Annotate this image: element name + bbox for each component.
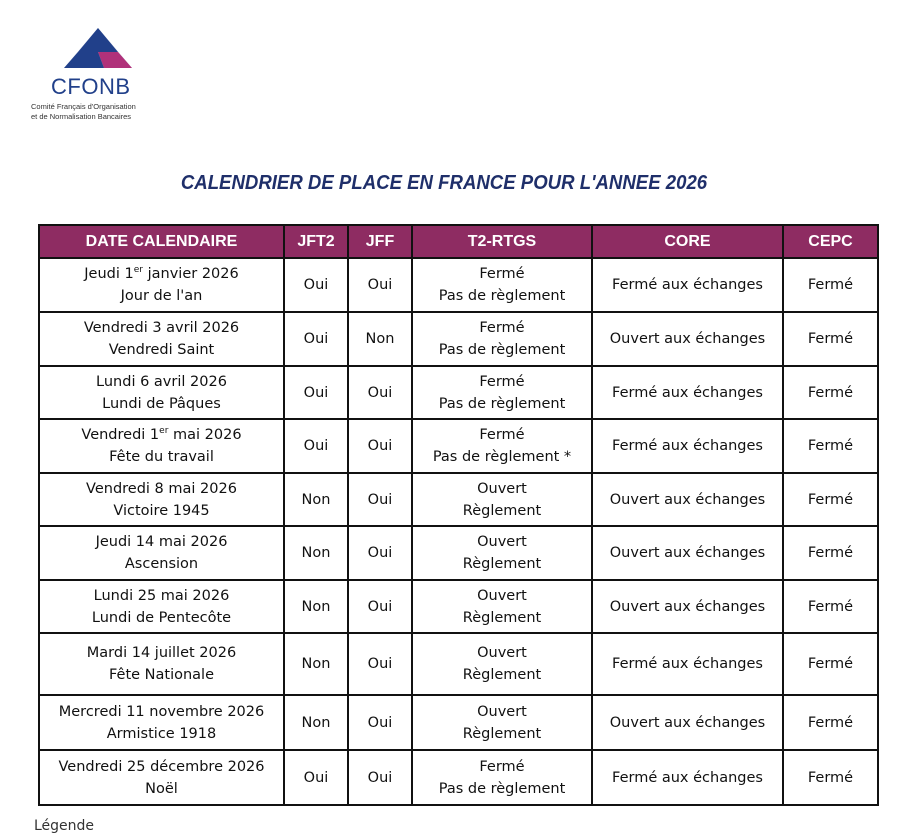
table-row xyxy=(39,580,878,633)
core-cell: Ouvert aux échanges xyxy=(592,312,783,366)
t2-status: Fermé xyxy=(479,427,525,443)
date-cell xyxy=(39,312,284,366)
t2-rtgs-cell xyxy=(412,633,592,695)
t2-rtgs-cell xyxy=(412,419,592,473)
column-header-jft2: JFT2 xyxy=(284,225,348,258)
t2-status: Fermé xyxy=(479,373,525,390)
table-row xyxy=(39,258,878,312)
date-cell xyxy=(39,580,284,633)
calendar-date xyxy=(40,756,283,778)
jft2-cell: Oui xyxy=(284,258,348,312)
t2-settlement: Règlement xyxy=(462,502,542,519)
t2-status: Ouvert xyxy=(477,645,527,661)
t2-settlement: Règlement xyxy=(462,667,542,683)
table-row xyxy=(39,526,878,580)
calendar-date-main: Lundi 25 mai 2026 xyxy=(93,587,230,604)
holiday-name: Jour de l'an xyxy=(120,288,203,304)
core-cell: Ouvert aux échanges xyxy=(592,695,783,750)
jff-cell: Oui xyxy=(348,473,412,526)
core-cell: Ouvert aux échanges xyxy=(592,580,783,633)
holiday-name: Vendredi Saint xyxy=(108,342,215,358)
t2-status: Ouvert xyxy=(477,534,527,550)
holiday-name: Fête du travail xyxy=(109,449,214,465)
jft2-cell: Non xyxy=(284,580,348,633)
calendar-date xyxy=(40,263,283,285)
table-row xyxy=(39,366,878,419)
t2-rtgs-cell xyxy=(412,473,592,526)
calendar-date-main: Vendredi 3 avril 2026 xyxy=(83,320,240,336)
core-cell: Fermé aux échanges xyxy=(592,419,783,473)
jft2-cell: Non xyxy=(284,526,348,580)
calendar-date-main: Lundi 6 avril 2026 xyxy=(96,373,227,390)
t2-status: Ouvert xyxy=(477,703,527,720)
date-cell xyxy=(39,419,284,473)
calendar-date xyxy=(40,701,283,723)
jff-cell: Oui xyxy=(348,419,412,473)
column-header-date: DATE CALENDAIRE xyxy=(39,225,284,258)
calendar-date-main: Vendredi 1 xyxy=(81,427,160,443)
t2-status: Ouvert xyxy=(477,480,527,497)
core-cell: Ouvert aux échanges xyxy=(592,473,783,526)
core-cell: Fermé aux échanges xyxy=(592,258,783,312)
calendar-date-main: Vendredi 25 décembre 2026 xyxy=(58,758,265,775)
t2-settlement: Pas de règlement xyxy=(438,780,566,797)
core-cell: Fermé aux échanges xyxy=(592,750,783,805)
jft2-cell: Oui xyxy=(284,419,348,473)
t2-settlement: Règlement xyxy=(462,725,542,742)
cepc-cell: Fermé xyxy=(783,312,878,366)
jff-cell: Oui xyxy=(348,695,412,750)
column-header-jff: JFF xyxy=(348,225,412,258)
calendar-date-main: Jeudi 1 xyxy=(84,266,134,282)
calendar-date xyxy=(40,317,283,339)
calendar-date-main: Mercredi 11 novembre 2026 xyxy=(58,703,265,720)
calendar-date-main: Vendredi 8 mai 2026 xyxy=(86,480,237,497)
t2-rtgs-cell xyxy=(412,695,592,750)
jft2-cell: Oui xyxy=(284,366,348,419)
holiday-name: Lundi de Pentecôte xyxy=(91,609,232,626)
core-cell: Fermé aux échanges xyxy=(592,366,783,419)
date-cell xyxy=(39,695,284,750)
t2-rtgs-cell xyxy=(412,580,592,633)
holiday-name: Fête Nationale xyxy=(108,667,215,683)
core-cell: Fermé aux échanges xyxy=(592,633,783,695)
t2-settlement: Pas de règlement * xyxy=(432,449,572,465)
jff-cell: Oui xyxy=(348,750,412,805)
date-cell xyxy=(39,366,284,419)
jff-cell: Oui xyxy=(348,633,412,695)
calendar-date-main: Mardi 14 juillet 2026 xyxy=(86,645,237,661)
holiday-name: Lundi de Pâques xyxy=(102,395,221,412)
cfonb-triangle-logo-icon xyxy=(58,28,138,74)
column-header-t2-rtgs: T2-RTGS xyxy=(412,225,592,258)
jff-cell: Oui xyxy=(348,580,412,633)
document-title: CALENDRIER DE PLACE EN FRANCE POUR L'ANNEE 2026 xyxy=(180,172,708,194)
cepc-cell: Fermé xyxy=(783,366,878,419)
jft2-cell: Non xyxy=(284,633,348,695)
date-cell xyxy=(39,258,284,312)
calendar-date xyxy=(40,642,283,664)
t2-settlement: Pas de règlement xyxy=(438,342,566,358)
holiday-name: Victoire 1945 xyxy=(113,502,210,519)
t2-status: Fermé xyxy=(479,266,525,282)
calendar-date xyxy=(40,585,283,607)
column-header-core: CORE xyxy=(592,225,783,258)
holiday-name: Ascension xyxy=(124,556,199,572)
cepc-cell: Fermé xyxy=(783,695,878,750)
t2-status: Fermé xyxy=(479,320,525,336)
table-row xyxy=(39,473,878,526)
cepc-cell: Fermé xyxy=(783,473,878,526)
holiday-name: Armistice 1918 xyxy=(106,725,217,742)
calendar-date-rest: mai 2026 xyxy=(168,427,242,443)
t2-rtgs-cell xyxy=(412,750,592,805)
t2-rtgs-cell xyxy=(412,258,592,312)
table-body xyxy=(39,258,878,805)
legend-label-cut: Légende xyxy=(34,818,95,834)
holiday-calendar-table xyxy=(38,224,879,806)
t2-status: Fermé xyxy=(479,758,525,775)
cfonb-logo xyxy=(28,28,188,124)
jft2-cell: Oui xyxy=(284,750,348,805)
date-cell xyxy=(39,473,284,526)
cepc-cell: Fermé xyxy=(783,526,878,580)
calendar-date xyxy=(40,371,283,393)
logo-name: CFONB xyxy=(51,74,131,99)
calendar-date-ordinal: er xyxy=(159,426,169,437)
column-header-cepc: CEPC xyxy=(783,225,878,258)
date-cell xyxy=(39,750,284,805)
logo-subtitle-line1: Comité Français d'Organisation xyxy=(31,102,136,111)
jff-cell: Oui xyxy=(348,366,412,419)
table-row xyxy=(39,633,878,695)
t2-settlement: Pas de règlement xyxy=(438,395,566,412)
t2-settlement: Pas de règlement xyxy=(438,288,566,304)
table-row xyxy=(39,750,878,805)
t2-status: Ouvert xyxy=(477,587,527,604)
calendar-date xyxy=(40,424,283,446)
table-row xyxy=(39,695,878,750)
logo-subtitle xyxy=(31,102,191,122)
jff-cell: Oui xyxy=(348,526,412,580)
holiday-name: Noël xyxy=(145,780,178,797)
t2-rtgs-cell xyxy=(412,526,592,580)
calendar-date xyxy=(40,478,283,500)
calendar-date-rest: janvier 2026 xyxy=(143,266,239,282)
cepc-cell: Fermé xyxy=(783,750,878,805)
calendar-date-main: Jeudi 14 mai 2026 xyxy=(95,534,228,550)
jft2-cell: Non xyxy=(284,473,348,526)
core-cell: Ouvert aux échanges xyxy=(592,526,783,580)
jff-cell: Non xyxy=(348,312,412,366)
t2-rtgs-cell xyxy=(412,312,592,366)
calendar-date-ordinal: er xyxy=(133,265,143,276)
table-header-row xyxy=(39,225,878,258)
cepc-cell: Fermé xyxy=(783,633,878,695)
jff-cell: Oui xyxy=(348,258,412,312)
jft2-cell: Oui xyxy=(284,312,348,366)
t2-rtgs-cell xyxy=(412,366,592,419)
table-row xyxy=(39,312,878,366)
table-row xyxy=(39,419,878,473)
t2-settlement: Règlement xyxy=(462,609,542,626)
cepc-cell: Fermé xyxy=(783,258,878,312)
jft2-cell: Non xyxy=(284,695,348,750)
cepc-cell: Fermé xyxy=(783,419,878,473)
date-cell xyxy=(39,526,284,580)
t2-settlement: Règlement xyxy=(462,556,542,572)
date-cell xyxy=(39,633,284,695)
calendar-date xyxy=(40,531,283,553)
cepc-cell: Fermé xyxy=(783,580,878,633)
logo-subtitle-line2: et de Normalisation Bancaires xyxy=(31,112,132,121)
